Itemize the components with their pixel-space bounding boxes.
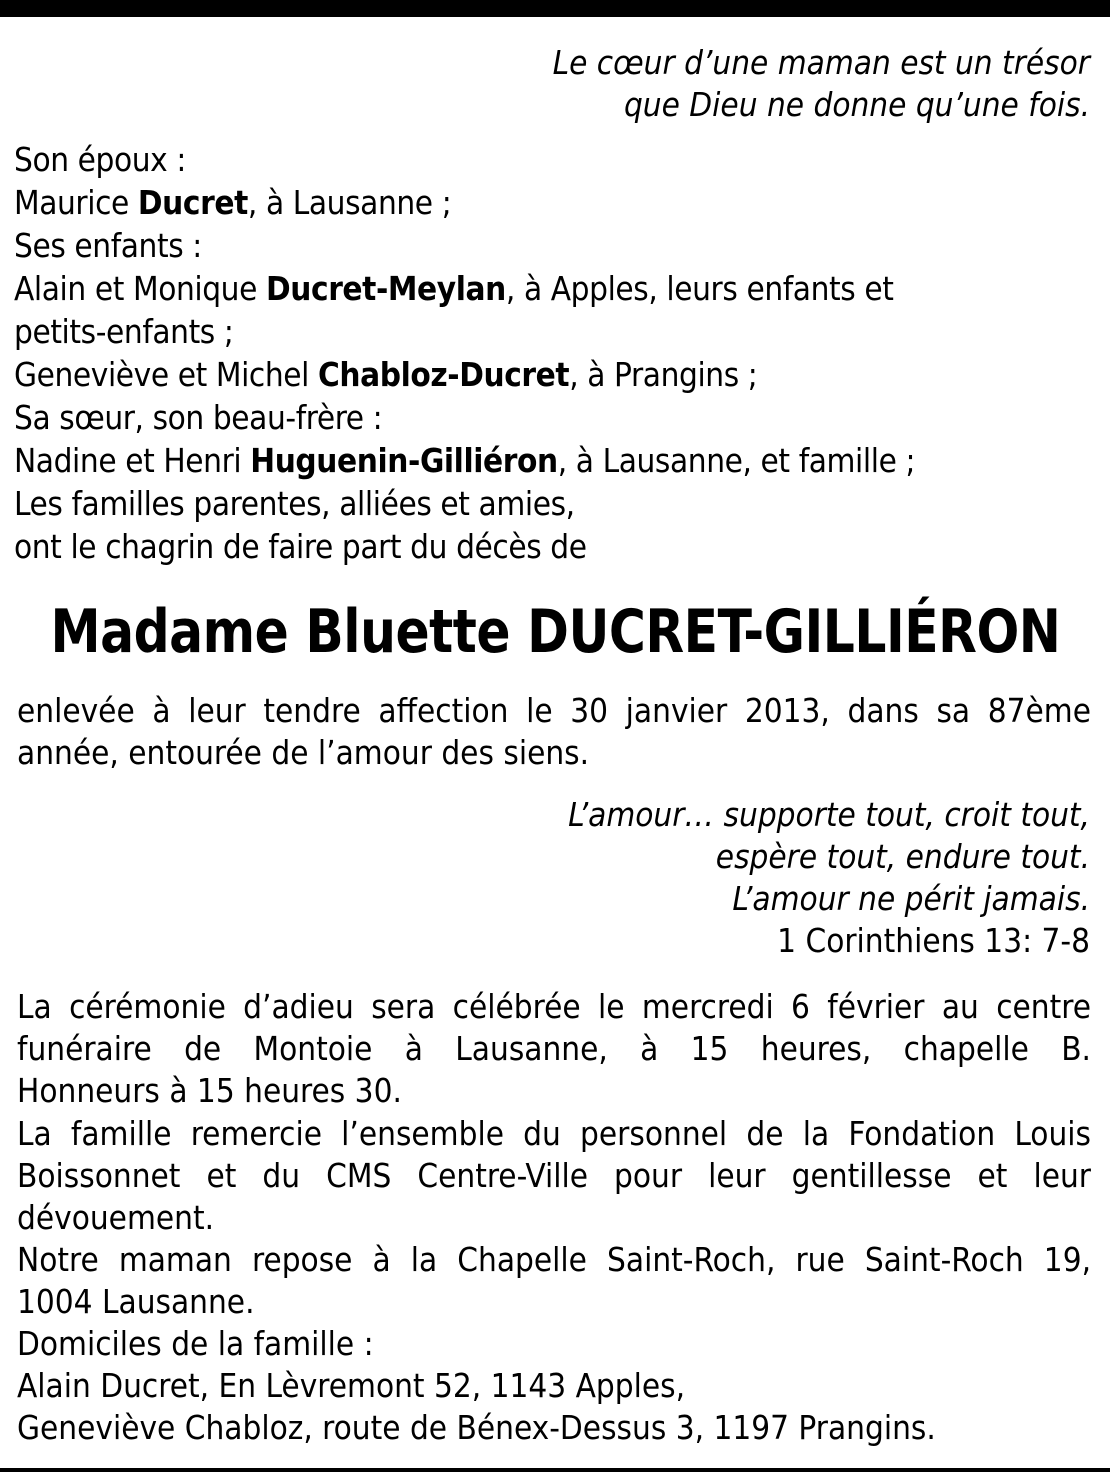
- bible-quote-line2: espère tout, endure tout.: [715, 837, 1090, 876]
- thanks-line1: La famille remercie l’ensemble du personnel de la Fondation Louis: [17, 1114, 1091, 1153]
- top-border: [0, 0, 1110, 17]
- family-line: petits-enfants ;: [14, 312, 234, 351]
- thanks-line2: Boissonnet et du CMS Centre-Ville pour leur gentillesse et leur: [17, 1156, 1091, 1195]
- domiciles-line1: Alain Ducret, En Lèvremont 52, 1143 Apples,: [17, 1366, 685, 1405]
- family-line: Alain et Monique Ducret-Meylan, à Apples, leurs enfants et: [14, 269, 894, 308]
- ceremony-line2: funéraire de Montoie à Lausanne, à 15 heures, chapelle B.: [17, 1029, 1091, 1068]
- rest-line2: 1004 Lausanne.: [17, 1282, 255, 1321]
- quote-top-line2: que Dieu ne donne qu’une fois.: [623, 85, 1090, 124]
- bible-quote-line1: L’amour… supporte tout, croit tout,: [568, 795, 1090, 834]
- death-notice-line2: année, entourée de l’amour des siens.: [17, 733, 590, 772]
- family-line: Ses enfants :: [14, 226, 202, 265]
- family-line: Son époux :: [14, 140, 186, 179]
- family-line: ont le chagrin de faire part du décès de: [14, 527, 587, 566]
- family-line: Les familles parentes, alliées et amies,: [14, 484, 575, 523]
- domiciles-line2: Geneviève Chabloz, route de Bénex-Dessus 3, 1197 Prangins.: [17, 1408, 936, 1447]
- bottom-border: [0, 1468, 1110, 1472]
- bible-reference: 1 Corinthiens 13: 7-8: [777, 921, 1090, 960]
- ceremony-line1: La cérémonie d’adieu sera célébrée le mercredi 6 février au centre: [17, 987, 1091, 1026]
- thanks-line3: dévouement.: [17, 1198, 215, 1237]
- deceased-name: Madame Bluette DUCRET-GILLIÉRON: [50, 597, 1060, 667]
- quote-top-line1: Le cœur d’une maman est un trésor: [552, 43, 1090, 82]
- ceremony-line3: Honneurs à 15 heures 30.: [17, 1071, 402, 1110]
- family-line: Nadine et Henri Huguenin-Gilliéron, à Lausanne, et famille ;: [14, 441, 916, 480]
- bible-quote-line3: L’amour ne périt jamais.: [732, 879, 1090, 918]
- domiciles-heading: Domiciles de la famille :: [17, 1324, 374, 1363]
- rest-line1: Notre maman repose à la Chapelle Saint-Roch, rue Saint-Roch 19,: [17, 1240, 1091, 1279]
- family-line: Maurice Ducret, à Lausanne ;: [14, 183, 452, 222]
- death-notice-line1: enlevée à leur tendre affection le 30 janvier 2013, dans sa 87ème: [17, 691, 1091, 730]
- family-line: Geneviève et Michel Chabloz-Ducret, à Prangins ;: [14, 355, 758, 394]
- family-line: Sa sœur, son beau-frère :: [14, 398, 383, 437]
